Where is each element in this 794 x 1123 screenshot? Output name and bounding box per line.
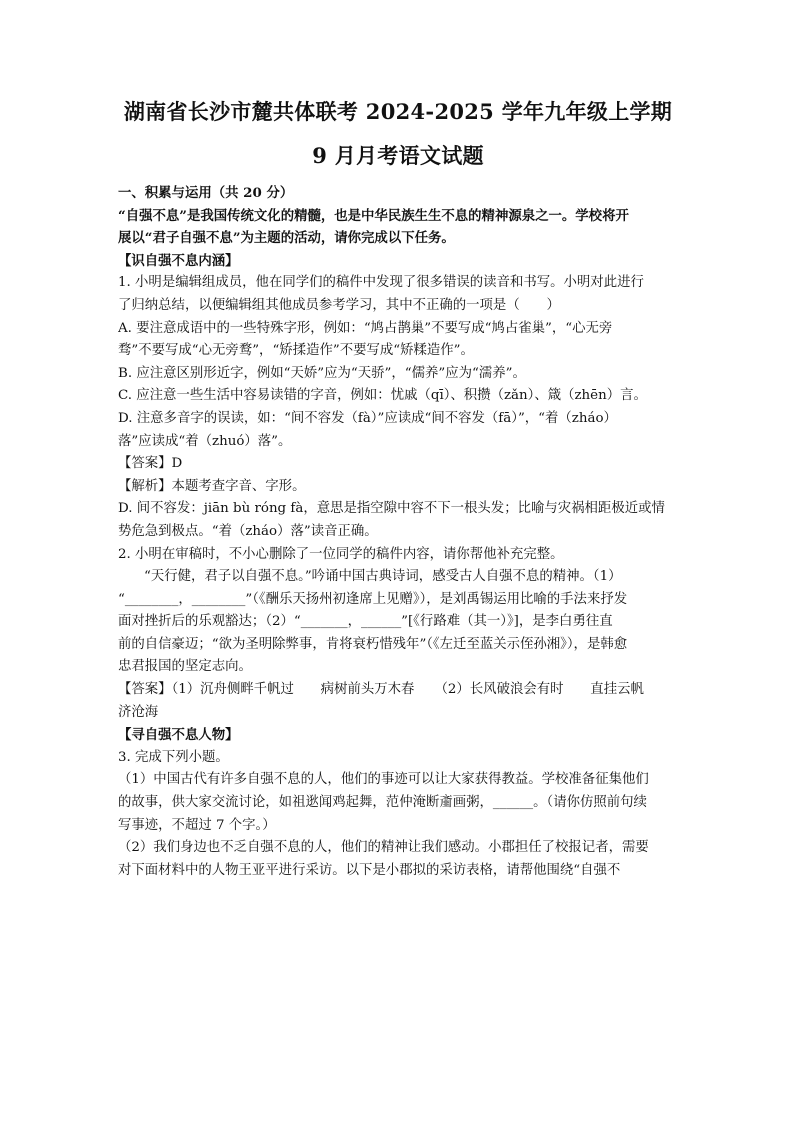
text-line: A. 要注意成语中的一些特殊字形，例如：“鸠占鹊巢”不要写成“鸠占雀巢”，“心无旁 <box>118 320 613 336</box>
text-line: 2. 小明在审稿时，不小心删除了一位同学的稿件内容，请你帮他补充完整。 <box>118 546 564 562</box>
text-line: 济沧海 <box>118 704 159 720</box>
document-title-line-1: 湖南省长沙市麓共体联考 2024-2025 学年九年级上学期 <box>123 99 673 124</box>
text-line: 3. 完成下列小题。 <box>118 749 229 765</box>
text-line: 1. 小明是编辑组成员，他在同学们的稿件中发现了很多错误的读音和书写。小明对此进行 <box>118 275 644 291</box>
text-line: D. 间不容发：jiān bù róng fà，意思是指空隙中容不下一根头发；比喻与灾祸相距极近或情 <box>118 501 665 517</box>
text-line: B. 应注意区别形近字，例如“天娇”应为“天骄”，“儒养”应为“濡养”。 <box>118 365 526 381</box>
text-line: 对下面材料中的人物王亚平进行采访。以下是小郡拟的采访表格，请帮他围绕“自强不 <box>118 862 621 878</box>
text-line: 落”应读成“着（zhuó）落”。 <box>118 433 292 449</box>
document-title-line-2: 9 月月考语文试题 <box>312 143 484 168</box>
text-line: “自强不息”是我国传统文化的精髓，也是中华民族生生不息的精神源泉之一。学校将开 <box>118 207 629 224</box>
text-line: 【答案】（1）沉舟侧畔千帆过 病树前头万木春 （2）长风破浪会有时 直挂云帆 <box>118 682 644 698</box>
text-line: 【识自强不息内涵】 <box>118 252 239 269</box>
text-line: 写事迹，不超过 7 个字。） <box>118 817 276 833</box>
text-line: 一、积累与运用（共 20 分） <box>118 185 294 201</box>
text-line: 骛”不要写成“心无旁鹜”，“矫揉造作”不要写成“矫糅造作”。 <box>118 343 474 359</box>
text-line: 的故事，供大家交流讨论，如祖逖闻鸡起舞，范仲淹断齑画粥，______。（请你仿照前句续 <box>118 795 647 811</box>
text-line: 展以“君子自强不息”为主题的活动，请你完成以下任务。 <box>118 230 455 247</box>
text-line: （1）中国古代有许多自强不息的人，他们的事迹可以让大家获得教益。学校准备征集他们 <box>118 772 649 788</box>
document-text-lines <box>118 182 678 882</box>
text-line: 势危急到极点。“着（zháo）落”读音正确。 <box>118 523 378 539</box>
text-line: D. 注意多音字的误读，如：“间不容发（fà）”应读成“间不容发（fā）”，“着（zháo） <box>118 410 617 426</box>
text-line: 【答案】D <box>118 456 183 472</box>
text-line: C. 应注意一些生活中容易读错的字音，例如：忧戚（qī）、积攒（zǎn）、箴（zhēn）言。 <box>118 388 647 404</box>
text-line: 面对挫折后的乐观豁达；（2）“_______，______”[《行路难（其一）》]，是李白勇往直 <box>118 614 613 630</box>
document-body <box>118 92 678 882</box>
text-line: （2）我们身边也不乏自强不息的人，他们的精神让我们感动。小郡担任了校报记者，需要 <box>118 840 649 856</box>
text-line: “天行健，君子以自强不息。”吟诵中国古典诗词，感受古人自强不息的精神。（1） <box>144 569 622 585</box>
text-line: 【寻自强不息人物】 <box>118 727 239 744</box>
text-line: “________，________”（《酬乐天扬州初逢席上见赠》），是刘禹锡运用比喻的手法来抒发 <box>118 591 628 607</box>
text-line: 了归纳总结，以便编辑组其他成员参考学习，其中不正确的一项是（ ） <box>118 297 560 313</box>
text-line: 忠君报国的坚定志向。 <box>118 659 252 675</box>
text-line: 前的自信豪迈；“欲为圣明除弊事，肯将衰朽惜残年”（《左迁至蓝关示侄孙湘》），是韩愈 <box>118 636 628 652</box>
text-line: 【解析】本题考查字音、字形。 <box>118 478 306 494</box>
